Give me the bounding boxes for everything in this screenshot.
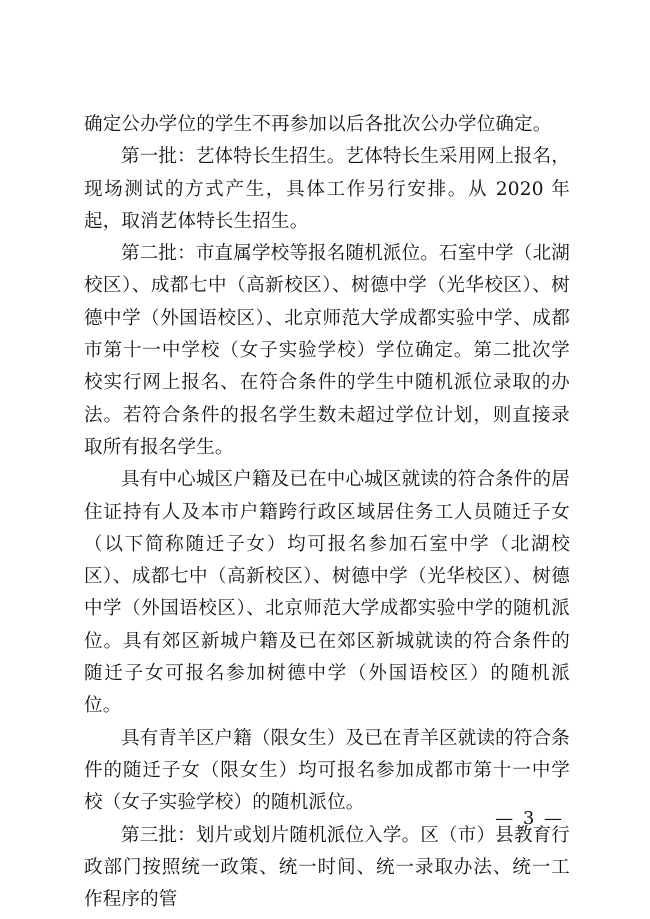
page-number: — 3 — [495, 808, 564, 829]
paragraph-continuation: 确定公办学位的学生不再参加以后各批次公办学位确定。 [84, 114, 552, 135]
paragraph-eligibility-qingyang: 具有青羊区户籍（限女生）及已在青羊区就读的符合条件的随迁子女（限女生）均可报名参加成都市第十一中学校（女子实验学校）的随机派位。 [84, 727, 570, 814]
paragraph-third-batch: 第三批：划片或划片随机派位入学。区（市）县教育行政部门按照统一政策、统一时间、统一录取办法、统一工作程序的管 [84, 824, 570, 911]
paragraph-first-batch: 第一批：艺体特长生招生。艺体特长生采用网上报名，现场测试的方式产生，具体工作另行安排。从 2020 年起，取消艺体特长生招生。 [84, 146, 570, 232]
paragraph-second-batch: 第二批：市直属学校等报名随机派位。石室中学（北湖校区）、成都七中（高新校区）、树德中学（光华校区）、树德中学（外国语校区）、北京师范大学成都实验中学、成都市第十一中学校（女子实验学校）学位确定。第二批次学校实行网上报名、在符合条件的学生中随机派位录取的办法。若符合条件的报名学生数未超过学位计划，则直接录取所有报名学生。 [84, 243, 570, 458]
paragraph-eligibility-central: 具有中心城区户籍及已在中心城区就读的符合条件的居住证持有人及本市户籍跨行政区域居住务工人员随迁子女（以下简称随迁子女）均可报名参加石室中学（北湖校区）、成都七中（高新校区）、树德中学（光华校区）、树德中学（外国语校区）、北京师范大学成都实验中学的随机派位。具有郊区新城户籍及已在郊区新城就读的符合条件的随迁子女可报名参加树德中学（外国语校区）的随机派位。 [84, 469, 570, 717]
document-body [84, 109, 570, 916]
